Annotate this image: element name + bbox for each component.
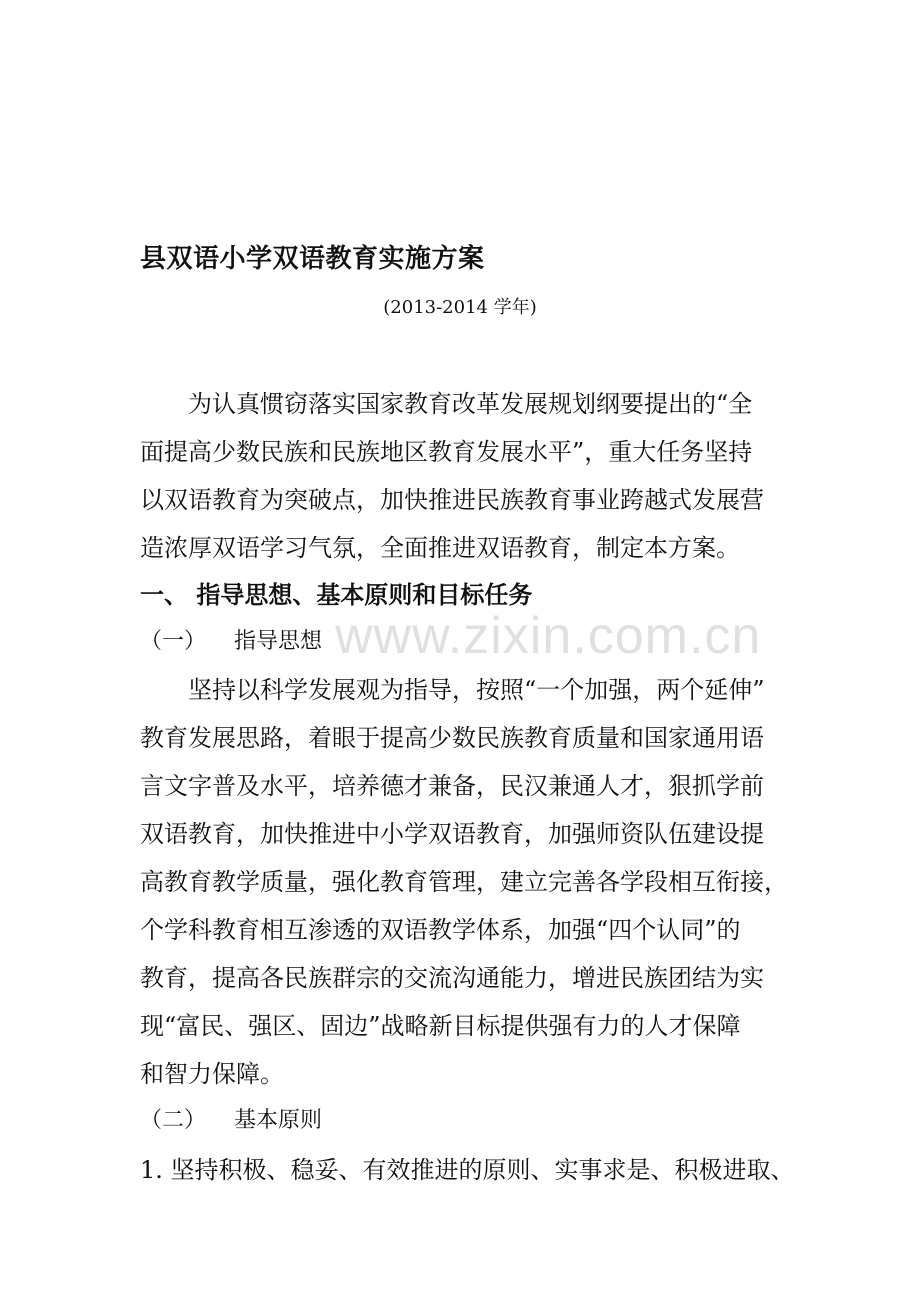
subsection-heading-2 [140, 1110, 322, 1132]
section-heading-1: 一、 指导思想、基本原则和目标任务 [140, 580, 533, 609]
subsection-label: 指导思想 [234, 629, 323, 654]
guiding-line-6: 个学科教育相互渗透的双语教学体系，加强“四个认同”的 [140, 916, 741, 944]
guiding-line-3: 言文字普及水平，培养德才兼备，民汉兼通人才，狠抓学前 [140, 772, 764, 800]
intro-line-3: 以双语教育为突破点，加快推进民族教育事业跨越式发展营 [140, 486, 764, 514]
subsection-label: 基本原则 [234, 1108, 323, 1133]
guiding-line-7: 教育，提高各民族群宗的交流沟通能力，增进民族团结为实 [140, 964, 764, 992]
guiding-line-8: 现“富民、强区、固边”战略新目标提供强有力的人才保障 [140, 1012, 741, 1040]
document-title: 县双语小学双语教育实施方案 [140, 244, 485, 274]
guiding-line-4: 双语教育，加快推进中小学双语教育，加强师资队伍建设提 [140, 820, 764, 848]
subsection-number: （一） [140, 629, 207, 654]
document-subtitle: (2013-2014 学年) [383, 297, 537, 318]
guiding-line-5: 高教育教学质量，强化教育管理，建立完善各学段相互衔接， [140, 868, 788, 896]
subsection-number: （二） [140, 1108, 207, 1133]
subsection-heading-1 [140, 631, 322, 653]
guiding-line-9: 和智力保障。 [140, 1060, 284, 1088]
intro-line-1: 为认真惯窃落实国家教育改革发展规划纲要提出的“全 [188, 390, 753, 418]
principle-line-1: 1. 坚持积极、稳妥、有效推进的原则、实事求是、积极进取、 [140, 1156, 795, 1184]
intro-line-2: 面提高少数民族和民族地区教育发展水平”，重大任务坚持 [140, 438, 753, 466]
guiding-line-2: 教育发展思路，着眼于提高少数民族教育质量和国家通用语 [140, 724, 764, 752]
intro-line-4: 造浓厚双语学习气氛，全面推进双语教育，制定本方案。 [140, 534, 740, 562]
watermark-text: www.zixin.com.cn [335, 607, 762, 665]
guiding-line-1: 坚持以科学发展观为指导，按照“一个加强，两个延伸” [188, 676, 765, 704]
